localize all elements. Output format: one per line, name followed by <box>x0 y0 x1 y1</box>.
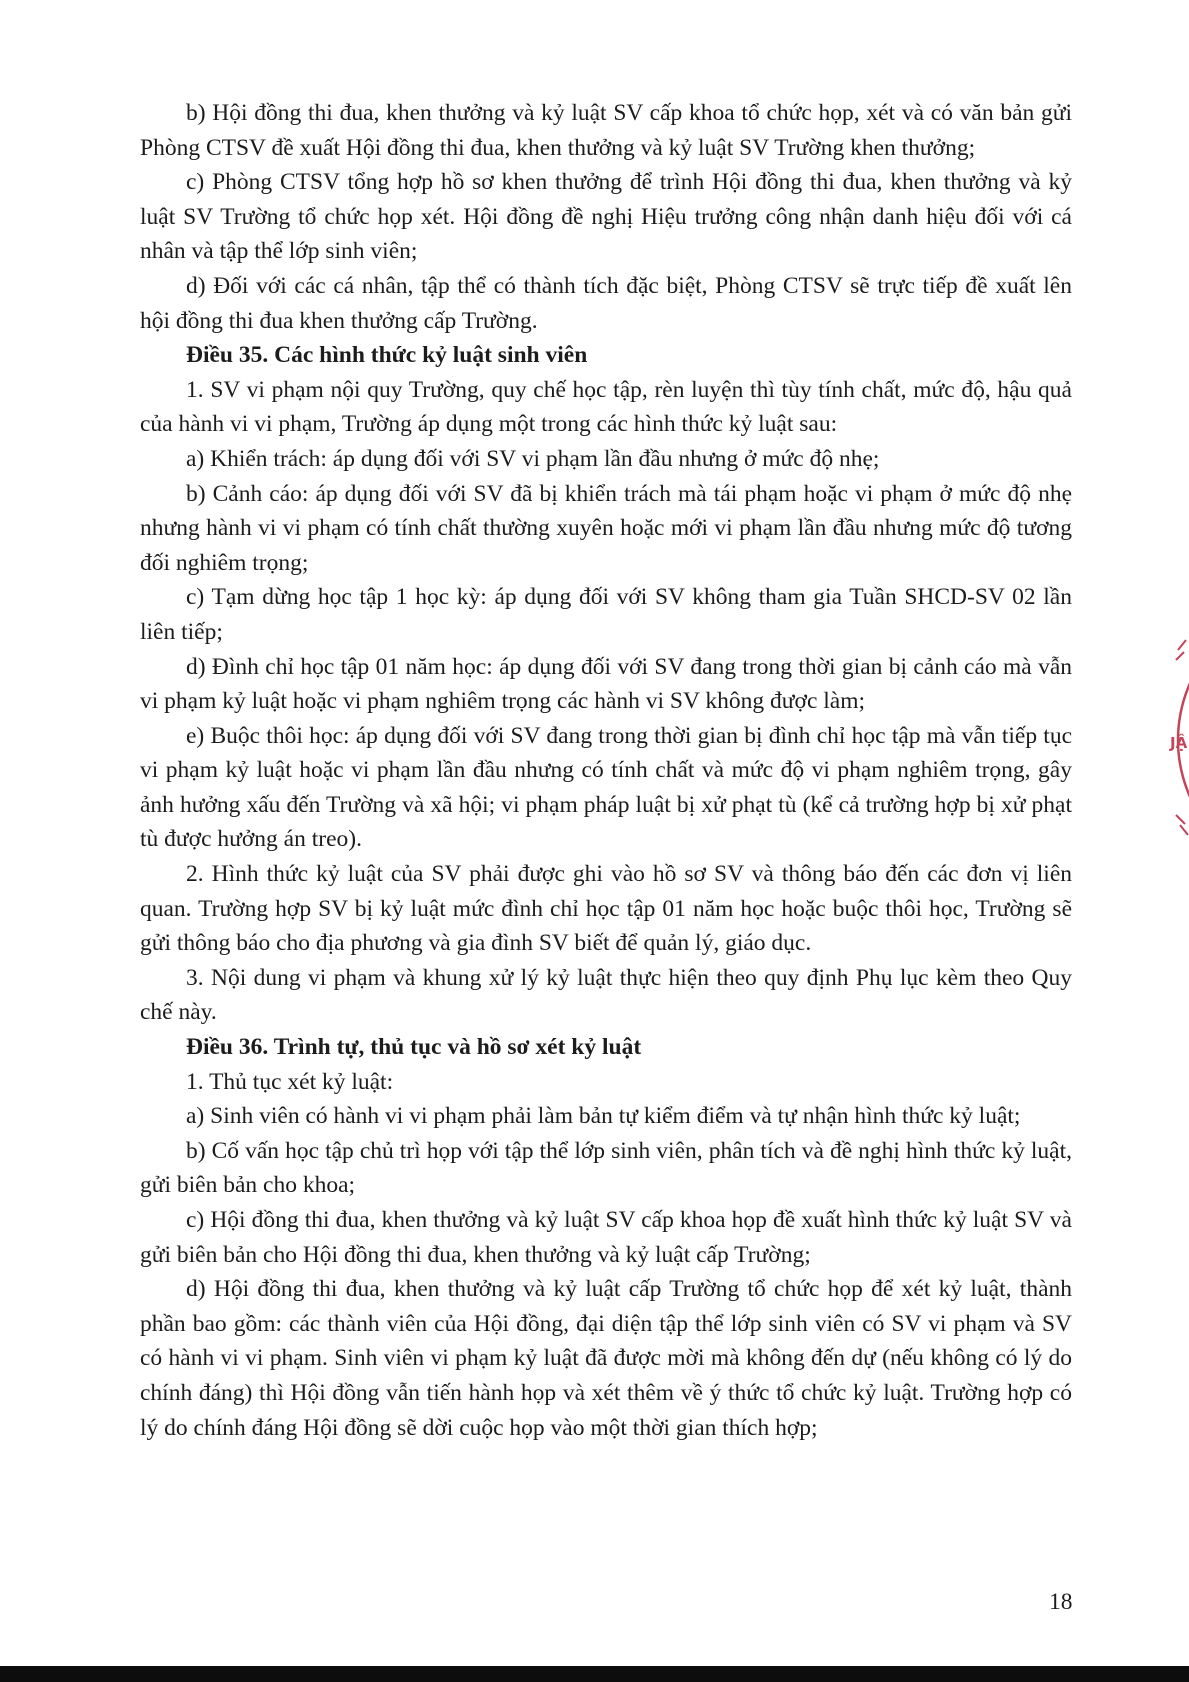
paragraph-35-1d: d) Đình chỉ học tập 01 năm học: áp dụng đối với SV đang trong thời gian bị cảnh cáo mà vẫn vi phạm kỷ luật hoặc vi phạm nghiêm trọng các hành vi SV không được làm; <box>140 653 1072 715</box>
paragraph-35-1e: e) Buộc thôi học: áp dụng đối với SV đang trong thời gian bị đình chỉ học tập mà vẫn tiếp tục vi phạm kỷ luật hoặc vi phạm lần đầu nhưng có tính chất và mức độ vi phạm nghiêm trọng, gây ảnh hưởng xấu đến Trường và xã hội; vi phạm pháp luật bị xử phạt tù (kể cả trường hợp bị xử phạt tù được hưởng án treo). <box>140 722 1072 853</box>
stamp-icon <box>1168 630 1189 850</box>
scan-bottom-edge <box>0 1666 1189 1682</box>
paragraph-35-1: 1. SV vi phạm nội quy Trường, quy chế học tập, rèn luyện thì tùy tính chất, mức độ, hậu quả của hành vi vi phạm, Trường áp dụng một trong các hình thức kỷ luật sau: <box>140 376 1072 438</box>
paragraph-1d: d) Đối với các cá nhân, tập thể có thành tích đặc biệt, Phòng CTSV sẽ trực tiếp đề xuất lên hội đồng thi đua khen thưởng cấp Trường. <box>140 272 1072 334</box>
paragraph-35-1a: a) Khiển trách: áp dụng đối với SV vi phạm lần đầu nhưng ở mức độ nhẹ; <box>186 445 880 472</box>
article-35-heading: Điều 35. Các hình thức kỷ luật sinh viên <box>186 342 588 369</box>
stamp-fragment-text: JẬ <box>1170 734 1188 752</box>
paragraph-35-3: 3. Nội dung vi phạm và khung xử lý kỷ luật thực hiện theo quy định Phụ lục kèm theo Quy chế này. <box>140 964 1072 1026</box>
page-number: 18 <box>1049 1589 1073 1615</box>
paragraph-36-1d: d) Hội đồng thi đua, khen thưởng và kỷ luật cấp Trường tổ chức họp để xét kỷ luật, thành phần bao gồm: các thành viên của Hội đồng, đại diện tập thể lớp sinh viên có SV vi phạm và SV có hành vi vi phạm. Sinh viên vi phạm kỷ luật đã được mời mà không đến dự (nếu không có lý do chính đáng) thì Hội đồng vẫn tiến hành họp và xét thêm về ý thức tổ chức kỷ luật. Trường hợp có lý do chính đáng Hội đồng sẽ dời cuộc họp vào một thời gian thích hợp; <box>140 1276 1072 1441</box>
paragraph-36-1b: b) Cố vấn học tập chủ trì họp với tập thể lớp sinh viên, phân tích và đề nghị hình thức kỷ luật, gửi biên bản cho khoa; <box>140 1137 1072 1199</box>
article-36-heading: Điều 36. Trình tự, thủ tục và hồ sơ xét kỷ luật <box>186 1034 642 1061</box>
paragraph-36-1c: c) Hội đồng thi đua, khen thưởng và kỷ luật SV cấp khoa họp đề xuất hình thức kỷ luật SV và gửi biên bản cho Hội đồng thi đua, khen thưởng và kỷ luật cấp Trường; <box>140 1207 1072 1268</box>
paragraph-35-1c: c) Tạm dừng học tập 1 học kỳ: áp dụng đối với SV không tham gia Tuần SHCD-SV 02 lần liên tiếp; <box>140 584 1072 645</box>
paragraph-36-1: 1. Thủ tục xét kỷ luật: <box>186 1068 394 1095</box>
paragraph-36-1a: a) Sinh viên có hành vi vi phạm phải làm bản tự kiểm điểm và tự nhận hình thức kỷ luật; <box>186 1103 1021 1130</box>
paragraph-35-2: 2. Hình thức kỷ luật của SV phải được ghi vào hồ sơ SV và thông báo đến các đơn vị liên quan. Trường hợp SV bị kỷ luật mức đình chỉ học tập 01 năm học hoặc buộc thôi học, Trường sẽ gửi thông báo cho địa phương và gia đình SV biết để quản lý, giáo dục. <box>140 861 1072 957</box>
paragraph-1c: c) Phòng CTSV tổng hợp hồ sơ khen thưởng để trình Hội đồng thi đua, khen thưởng và kỷ luật SV Trường tổ chức họp xét. Hội đồng đề nghị Hiệu trưởng công nhận danh hiệu đối với cá nhân và tập thể lớp sinh viên; <box>140 169 1072 265</box>
stamp-fragment <box>1168 630 1189 850</box>
paragraph-35-1b: b) Cảnh cáo: áp dụng đối với SV đã bị khiển trách mà tái phạm hoặc vi phạm ở mức độ nhẹ nhưng hành vi vi phạm có tính chất thường xuyên hoặc mới vi phạm lần đầu nhưng mức độ tương đối nghiêm trọng; <box>140 480 1072 576</box>
document-body <box>140 96 1072 1445</box>
paragraph-1b: b) Hội đồng thi đua, khen thưởng và kỷ luật SV cấp khoa tổ chức họp, xét và có văn bản gửi Phòng CTSV đề xuất Hội đồng thi đua, khen thưởng và kỷ luật SV Trường khen thưởng; <box>140 100 1072 161</box>
